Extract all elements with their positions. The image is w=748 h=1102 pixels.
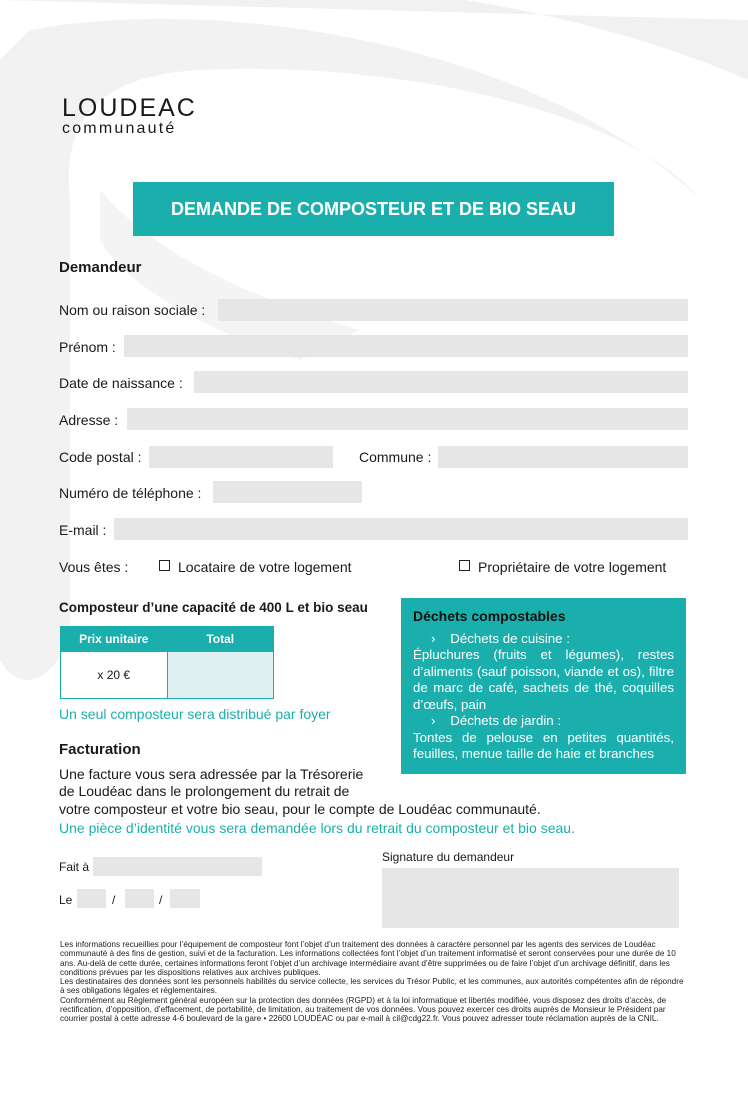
composteur-note: Un seul composteur sera distribué par foyer [59, 706, 331, 722]
locataire-checkbox[interactable] [159, 560, 170, 571]
bullet-icon: › [431, 713, 436, 728]
facturation-line2: de Loudéac dans le prolongement du retrait de [59, 783, 350, 799]
naissance-input[interactable] [194, 371, 688, 393]
naissance-label: Date de naissance : [59, 375, 183, 391]
composteur-heading: Composteur d’une capacité de 400 L et bio seau [59, 600, 368, 615]
proprietaire-label: Propriétaire de votre logement [478, 559, 667, 575]
jardin-text: Tontes de pelouse en petites quantités, feuilles, menue taille de haie et branches [413, 729, 674, 761]
privacy-paragraph-1: Les informations recueillies pour l’équipement de composteur font l’objet d’un traitement des données à caractère personnel par les agents des services de Loudéac communauté à des fins de gestion, suivi et de la facturation. Les informations collectées font l’objet d’un traitement informatisé et seront conservées pour une durée de 10 ans. Au-delà de cette durée, certaines informations feront l’objet d’un archivage intermédiaire avant d’être supprimées ou de faire l’objet d’un archivage définitif, dans les conditions prévues par les dispositions relatives aux archives publiques. [60, 940, 676, 977]
logo-subtitle: communauté [62, 120, 177, 137]
vous-etes-label: Vous êtes : [59, 559, 129, 575]
cuisine-text: Épluchures (fruits et légumes), restes d’aliments (sauf poisson, viande et os), filtre de marc de café, sachets de thé, coquilles d’œufs, pain [413, 647, 674, 712]
signature-box[interactable] [382, 868, 679, 928]
year-input[interactable] [170, 889, 200, 908]
prix-unitaire-value: x 20 € [61, 652, 168, 699]
privacy-notice [60, 940, 690, 1024]
cuisine-title: Déchets de cuisine : [450, 630, 570, 646]
email-input[interactable] [114, 518, 688, 540]
col-total: Total [167, 627, 274, 652]
prenom-label: Prénom : [59, 339, 116, 355]
code-postal-label: Code postal : [59, 449, 142, 465]
locataire-option[interactable] [159, 559, 352, 575]
total-input[interactable] [167, 652, 274, 699]
jardin-title: Déchets de jardin : [450, 713, 562, 728]
proprietaire-checkbox[interactable] [459, 560, 470, 571]
fait-a-input[interactable] [93, 857, 262, 876]
telephone-input[interactable] [213, 481, 362, 503]
fait-a-label: Fait à [59, 860, 90, 874]
facturation-line3: votre composteur et votre bio seau, pour le compte de Loudéac communauté. [59, 801, 541, 817]
email-label: E-mail : [59, 522, 107, 538]
form-title: DEMANDE DE COMPOSTEUR ET DE BIO SEAU [133, 182, 614, 236]
proprietaire-option[interactable] [459, 559, 666, 575]
month-input[interactable] [125, 889, 154, 908]
date-separator: / [159, 893, 163, 907]
dechets-heading: Déchets compostables [413, 608, 566, 624]
demandeur-heading: Demandeur [59, 259, 142, 276]
price-table [60, 626, 274, 699]
privacy-paragraph-3: Conformément au Règlement général européen sur la protection des données (RGPD) et à la loi informatique et libertés modifiée, vous disposez des droits d’accès, de rectification, d’opposition, d’effacement, de portabilité, de limitation, au traitement de vos données. Vous pouvez exercer ces droits auprès de Monsieur le Président par courrier postal à cette adresse 4-6 boulevard de la gare • 22600 LOUDÉAC ou par e-mail à cil@cdg22.fr. Vous pouvez adresser toute réclamation auprès de la CNIL. [60, 995, 667, 1024]
commune-input[interactable] [438, 446, 688, 468]
col-prix-unitaire: Prix unitaire [61, 627, 168, 652]
day-input[interactable] [77, 889, 106, 908]
signature-label: Signature du demandeur [382, 850, 515, 864]
telephone-label: Numéro de téléphone : [59, 485, 202, 501]
facturation-note: Une pièce d’identité vous sera demandée lors du retrait du composteur et bio seau. [59, 820, 575, 836]
nom-input[interactable] [218, 299, 688, 321]
commune-label: Commune : [359, 449, 432, 465]
facturation-line1: Une facture vous sera adressée par la Trésorerie [59, 766, 364, 782]
facturation-heading: Facturation [59, 741, 141, 758]
bullet-icon: › [431, 630, 436, 646]
date-separator: / [112, 893, 116, 907]
locataire-label: Locataire de votre logement [178, 559, 352, 575]
privacy-paragraph-2: Les destinataires des données sont les personnels habilités du service collecte, les services du Trésor Public, et les communes, aux autorités compétentes afin de répondre à ses obligations légales et réglementaires. [60, 977, 684, 996]
dechets-compostables-box [401, 598, 686, 774]
logo [62, 95, 197, 137]
adresse-label: Adresse : [59, 412, 119, 428]
prenom-input[interactable] [124, 335, 688, 357]
logo-title: LOUDEAC [62, 94, 197, 122]
code-postal-input[interactable] [149, 446, 333, 468]
adresse-input[interactable] [127, 408, 688, 430]
nom-label: Nom ou raison sociale : [59, 302, 206, 318]
le-label: Le [59, 893, 73, 907]
